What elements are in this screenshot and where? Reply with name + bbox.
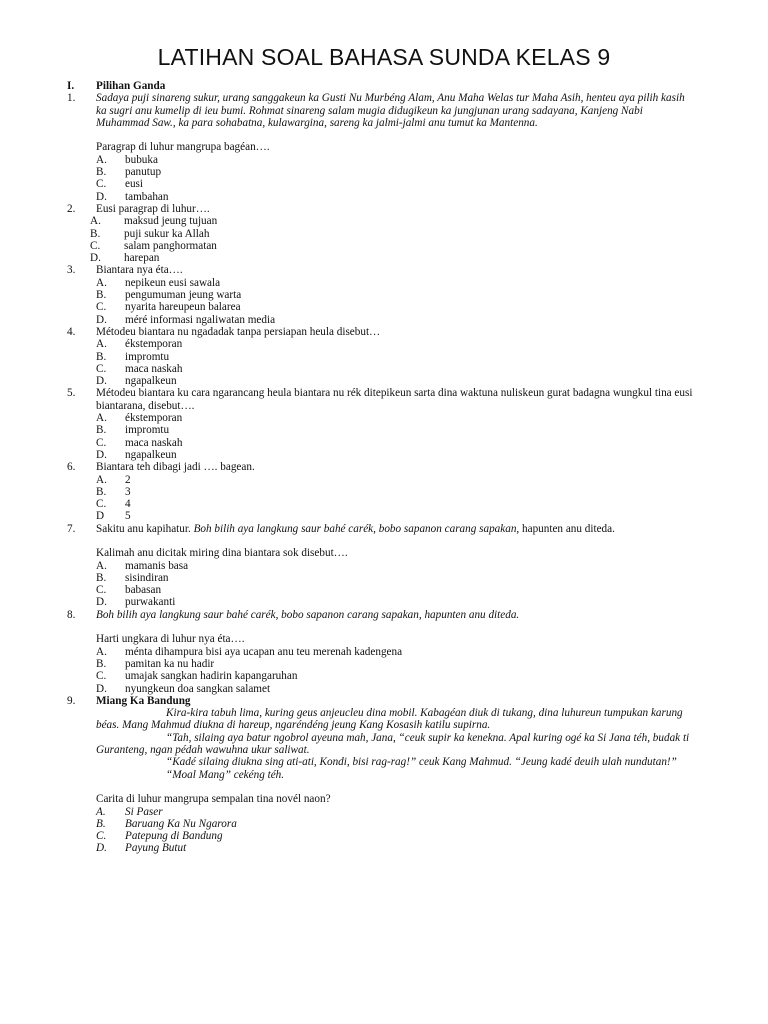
- option-c: C. eusi: [96, 178, 144, 191]
- question-2: 2. Eusi paragrap di luhur….: [0, 203, 768, 215]
- question-4: 4. Métodeu biantara nu ngadadak tanpa persiapan heula disebut…: [0, 326, 768, 338]
- page-title: LATIHAN SOAL BAHASA SUNDA KELAS 9: [157, 44, 611, 70]
- option-b: B. Baruang Ka Nu Ngarora: [96, 817, 237, 830]
- section-number: I.: [67, 80, 75, 92]
- question-text: Carita di luhur mangrupa sempalan tina novél naon?: [96, 793, 331, 806]
- option-d: D. ngapalkeun: [96, 375, 177, 388]
- question-text: Métodeu biantara ku cara ngarancang heula biantara nu rék ditepikeun sarta dina waktuna nuliskeun gurat badagna wungkul tina eusi biantarana, disebut….: [96, 387, 693, 412]
- option-c: C. salam panghormatan: [90, 239, 217, 252]
- question-5: 5. Métodeu biantara ku cara ngarancang heula biantara nu rék ditepikeun sarta dina waktuna nuliskeun gurat badagna wungkul tina eusi biantarana, disebut….: [0, 387, 768, 412]
- option-a: A. nepikeun eusi sawala: [96, 276, 221, 289]
- story-heading: Miang Ka Bandung: [96, 694, 191, 707]
- option-c: C. umajak sangkan hadirin kapangaruhan: [96, 670, 298, 683]
- question-3: 3. Biantara nya éta….: [0, 264, 768, 276]
- option-c: C. maca naskah: [96, 436, 183, 449]
- option-b: B. sisindiran: [96, 571, 169, 584]
- question-9: 9. Miang Ka Bandung: [0, 695, 768, 707]
- question-6: 6. Biantara teh dibagi jadi …. bagean.: [0, 461, 768, 473]
- question-1: [0, 92, 768, 129]
- question-text: Paragrap di luhur mangrupa bagéan….: [96, 141, 270, 154]
- question-text: Eusi paragrap di luhur….: [96, 202, 210, 215]
- question-8: 8. Boh bilih aya langkung saur bahé carék, bobo sapanon carang sapakan, hapunten anu diteda.: [0, 609, 768, 621]
- option-d: D. tambahan: [96, 190, 169, 203]
- option-b: B. impromtu: [96, 350, 170, 363]
- section-heading: [0, 80, 768, 92]
- option-d: D. méré informasi ngaliwatan media: [96, 313, 276, 326]
- option-a: A. bubuka: [96, 153, 158, 166]
- option-d: D. purwakanti: [96, 596, 176, 609]
- question-7: 7. Sakitu anu kapihatur. Boh bilih aya langkung saur bahé carék, bobo sapanon carang sapakan, hapunten anu diteda.: [0, 523, 768, 535]
- option-d: D 5: [96, 510, 131, 523]
- question-stem: Sakitu anu kapihatur. Boh bilih aya langkung saur bahé carék, bobo sapanon carang sapakan, hapunten anu diteda.: [96, 522, 615, 535]
- option-b: B. puji sukur ka Allah: [90, 227, 210, 240]
- story-paragraph-3: “Kadé silaing diukna sing ati-ati, Kondi, bisi rag-rag!” ceuk Kang Mahmud. “Jeung kadé deuih ulah nundutan!”: [166, 756, 677, 769]
- option-b: B. pamitan ka nu hadir: [96, 657, 215, 670]
- option-d: D. Payung Butut: [96, 842, 187, 855]
- option-a: A. ékstemporan: [96, 338, 183, 351]
- section-label: Pilihan Ganda: [96, 80, 166, 92]
- option-d: D. nyungkeun doa sangkan salamet: [96, 682, 271, 695]
- question-text: Biantara nya éta….: [96, 264, 183, 277]
- story-paragraph-1: Kira-kira tabuh lima, kuring geus anjeucleu dina mobil. Kabagéan diuk di tukang, dina luhureun tumpukan karung béas. Mang Mahmud diukna di hareup, ngaréndéng jeung Kang Kosasih katilu supirna.: [96, 707, 683, 732]
- option-b: B. impromtu: [96, 424, 170, 437]
- story-paragraph-2: “Tah, silaing aya batur ngobrol ayeuna mah, Jana, “ceuk supir ka kenekna. Apal kuring ogé ka Si Jana téh, budak ti Guranteng, ngan pédah wawuhna ukur saliwat.: [96, 731, 690, 757]
- option-a: A. ménta dihampura bisi aya ucapan anu teu merenah kadengena: [96, 645, 403, 658]
- option-c: C. nyarita hareupeun balarea: [96, 301, 241, 314]
- option-b: B. pengumuman jeung warta: [96, 289, 242, 302]
- story-paragraph-4: “Moal Mang” cekéng téh.: [166, 768, 285, 781]
- option-a: A. maksud jeung tujuan: [90, 215, 218, 228]
- option-b: B. 3: [96, 485, 131, 498]
- option-a: A. 2: [96, 473, 131, 486]
- option-b: B. panutup: [96, 166, 162, 179]
- option-c: C. babasan: [96, 584, 162, 597]
- question-stem: Boh bilih aya langkung saur bahé carék, bobo sapanon carang sapakan, hapunten anu diteda.: [96, 608, 520, 621]
- option-a: A. ékstemporan: [96, 412, 183, 425]
- option-a: A. Si Paser: [96, 805, 163, 818]
- question-passage: Sadaya puji sinareng sukur, urang sanggakeun ka Gusti Nu Murbéng Alam, Anu Maha Welas tur Maha Asih, henteu aya pilih kasih ka sugri anu kumelip di ieu bumi. Rohmat sinareng salam mugia didugikeun ka jungjunan urang sadayana, Kanjeng Nabi Muhammad Saw., ka para sohabatna, kulawargina, sareng ka jalmi-jalmi anu tumut ka Mantenna.: [96, 92, 685, 129]
- option-c: C. maca naskah: [96, 362, 183, 375]
- question-text: Métodeu biantara nu ngadadak tanpa persiapan heula disebut…: [96, 325, 381, 338]
- question-text: Harti ungkara di luhur nya éta….: [96, 633, 245, 646]
- question-text: Kalimah anu dicitak miring dina biantara sok disebut….: [96, 547, 348, 560]
- option-d: D. ngapalkeun: [96, 448, 177, 461]
- option-c: C. 4: [96, 498, 131, 511]
- question-text: Biantara teh dibagi jadi …. bagean.: [96, 461, 255, 474]
- option-d: D. harepan: [90, 252, 160, 265]
- option-a: A. mamanis basa: [96, 559, 189, 572]
- option-c: C. Patepung di Bandung: [96, 830, 223, 843]
- question-list: [0, 80, 768, 855]
- question-number: 1.: [67, 92, 76, 105]
